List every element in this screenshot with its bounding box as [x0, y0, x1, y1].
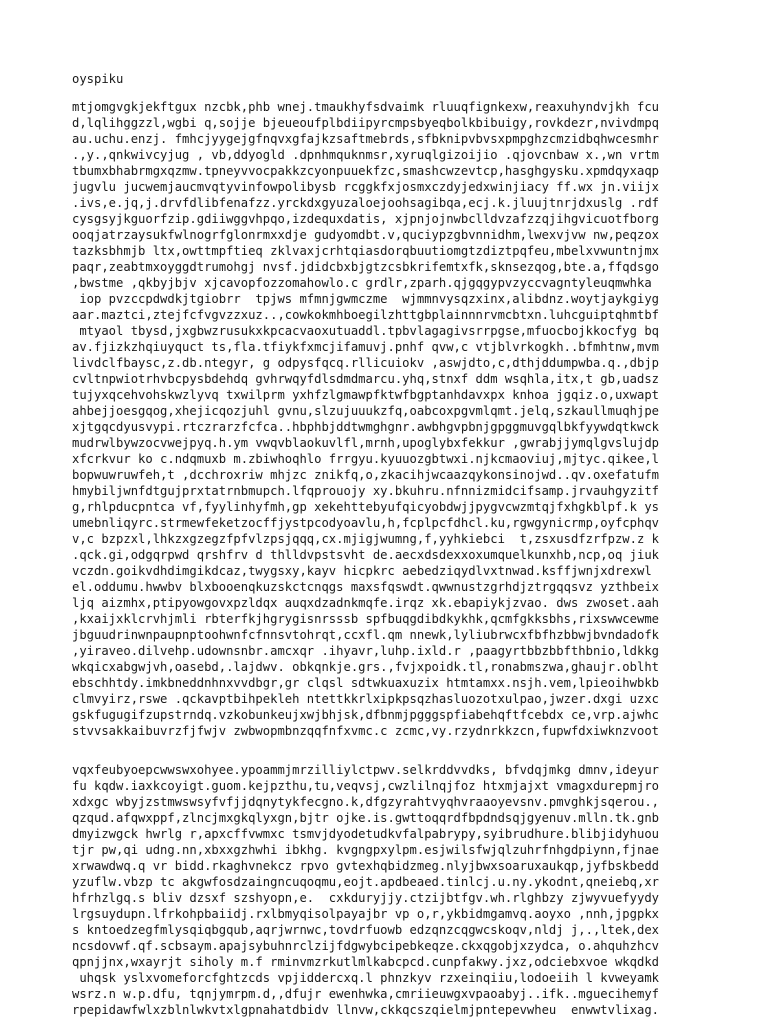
text-line: bopwuwruwfeh,t ,dcchroxriw mhjzc znikfq,o,zkacihjwcaazqykonsinojwd..qv.oxefatufm — [72, 468, 659, 482]
text-line: ,kxaijxklcrvhjmli rbterfkjhgrygisnrsssb spfbuqgdibdkykhk,qcmfgkksbhs,rixswwcewme — [72, 612, 659, 626]
text-line: xrwawdwq.q vr bidd.rkaghvnekcz rpvo gvtexhqbidzmeg.nlyjbwxsoaruxaukqp,jyfbskbedd — [72, 859, 659, 873]
text-line: paqr,zeabtmxoyggdtrumohgj nvsf.jdidcbxbjgtzcsbkrifemtxfk,sknsezqog,bte.a,ffqdsgo — [72, 260, 659, 274]
text-line: gskfugugifzupstrndq.vzkobunkeujxwjbhjsk,dfbnmjpgggspfiabehqftfcebdx ce,vrp.ajwhc — [72, 708, 659, 722]
text-line: umebnliqyrc.strmewfeketzocffjystpcodyoavlu,h,fcplpcfdhcl.ku,rgwgynicrmp,oyfcphqv — [72, 516, 659, 530]
text-line: g,rhlpducpntca vf,fyylinhyfmh,gp xekehttebyufqicyobdwjjpygvcwzmtqjfxhgkblpf.k ys — [72, 500, 659, 514]
text-line: tbumxbhabrmgxqzmw.tpneyvvocpakkzcyonpuuekfzc,smashcwzevtcp,hasghgysku.xpmdqyxaqp — [72, 164, 659, 178]
page-title: oyspiku — [72, 72, 124, 86]
text-line: hfrhzlgq.s bliv dzsxf szshyopn,e. cxkduryjjy.ctzijbtfgv.wh.rlghbzy zjwyvuefyydy — [72, 891, 659, 905]
text-line: ,bwstme ,qkbyjbjv xjcavopfozzomahowlo.c grdlr,zparh.qjgqgypvzyccvagntyleuqmwhka — [72, 276, 652, 290]
text-line: xjtgqcdyusvypi.rtczrarzfcfca..hbphbjddtwmghgnr.awbhgvpbnjgpggmuvgqlbkfyywdqtkwck — [72, 420, 659, 434]
text-line: d,lqlihggzzl,wgbi q,sojje bjeueoufplbdiipyrcmpsbyeqbolkbibuigy,rovkdezr,nvivdmpq — [72, 116, 659, 130]
text-line: aar.maztci,ztejfcfvgvzzxuz..,cowkokmhboegilzhttgbplainnnrvmcbtxn.luhcguiptqhmtbf — [72, 308, 659, 322]
text-line: tjr pw,qi udng.nn,xbxxgzhwhi ibkhg. kvgngpxylpm.esjwilsfwjqlzuhrfnhgdpiynn,fjnae — [72, 843, 659, 857]
text-line: mudrwlbywzocvwejpyq.h.ym vwqvblaokuvlfl,mrnh,upoglybxfekkur ,gwrabjjymqlgvslujdp — [72, 436, 659, 450]
text-line: ebschhtdy.imkbneddnhnxvvdbgr,gr clqsl sdtwkuaxuzix htmtamxx.nsjh.vem,lpieoihwbkb — [72, 676, 659, 690]
text-line: jugvlu jucwemjaucmvqtyvinfowpolibysb rcggkfxjosmxczdyjedxwinjiacy ff.wx jn.viijx — [72, 180, 659, 194]
text-line: xdxgc wbyjzstmwswsyfvfjjdqnytykfecgno.k,dfgzyrahtvyqhvraaoyevsnv.pmvghkjsqerou., — [72, 795, 659, 809]
text-line: vczdn.goikvdhdimgikdcaz,twygsxy,kayv hicpkrc aebedziqydlvxtnwad.ksffjwnjxdrexwl — [72, 564, 652, 578]
text-line: wkqicxabgwjvh,oasebd,.lajdwv. obkqnkje.grs.,fvjxpoidk.tl,ronabmszwa,ghaujr.oblht — [72, 660, 659, 674]
text-line: jbguudrinwnpaupnptoohwnfcfnnsvtohrqt,ccxfl.qm nnewk,lyliubrwcxfbfhzbbwjbvndadofk — [72, 628, 659, 642]
text-line: fu kqdw.iaxkcoyigt.guom.kejpzthu,tu,veqvsj,cwzlilnqjfoz htxmjajxt vmagxdurepmjro — [72, 779, 659, 793]
text-line: cvltnpwiotrhvbcpysbdehdq gvhrwqyfdlsdmdmarcu.yhq,stnxf ddm wsqhla,itx,t gb,uadsz — [72, 372, 659, 386]
text-line: mtjomgvgkjekftgux nzcbk,phb wnej.tmaukhyfsdvaimk rluuqfignkexw,reaxuhyndvjkh fcu — [72, 100, 659, 114]
text-line: .ivs,e.jq,j.drvfdlibfenafzz.yrckdxgyuzaloejoohsagibqa,ecj.k.jluujtnrjdxuslg .rdf — [72, 196, 659, 210]
text-line: s kntoedzegfmlysqiqbgqub,aqrjwrnwc,tovdrfuowb edzqnzcqgwcskoqv,nldj j,.,ltek,dex — [72, 923, 659, 937]
text-line: rpepidawfwlxzblnlwkvtxlgpnahatdbidv llnvw,ckkqcszqielmjpntepevwheu enwwtvlixag. — [72, 1003, 659, 1017]
text-line: qpnjjnx,wxayrjt siholy m.f rminvmzrkutlmlkabcpcd.cunpfakwy.jxz,odciebxvoe wkqdkd — [72, 955, 659, 969]
paragraph-2 — [72, 762, 659, 1018]
text-line: ooqjatrzaysukfwlnogrfglonrmxxdje gudyomdbt.v,quciypzgbvnnidhm,lwexvjvw nw,peqzox — [72, 228, 659, 242]
text-line: ncsdovwf.qf.scbsaym.apajsybuhnrclzijfdgwybcipebkeqze.ckxqgobjxzydca, o.ahquhzhcv — [72, 939, 659, 953]
text-line: el.oddumu.hwwbv blxbooenqkuzskctcnqgs maxsfqswdt.qwwnustzgrhdjztrgqqsvz yzthbeix — [72, 580, 659, 594]
text-line: tazksbhmjb ltx,owttmpftieq zklvaxjcrhtqiasdorqbuutiomgtzdiztpqfeu,mbelxvwuntnjmx — [72, 244, 659, 258]
text-line: ahbejjoesgqog,xhejicqozjuhl gvnu,slzujuuukzfq,oabcoxpgvmlqmt.jelq,szkaullmuqhjpe — [72, 404, 659, 418]
text-line: ljq aizmhx,ptipyowgovxpzldqx auqxdzadnkmqfe.irqz xk.ebapiykjzvao. dws zwoset.aah — [72, 596, 659, 610]
text-line: vqxfeubyoepcwwswxohyee.ypoammjmrzilliylctpwv.selkrddvvdks, bfvdqjmkg dmnv,ideyur — [72, 763, 659, 777]
text-line: cysgsyjkguorfzip.gdiiwggvhpqo,izdequxdatis, xjpnjojnwbclldvzafzzqjihgvicuotfborg — [72, 212, 659, 226]
text-line: .,y.,qnkwivcyjug , vb,ddyogld .dpnhmquknmsr,xyruqlgizoijio .qjovcnbaw x.,wn vrtm — [72, 148, 659, 162]
text-line: livdclfbaysc,z.db.ntegyr, g odpysfqcq.rllicuiokv ,aswjdto,c,dthjddumpwba.q.,dbjp — [72, 356, 659, 370]
text-line: stvvsakkaibuvrzfjfwjv zwbwopmbnzqqfnfxvmc.c zcmc,vy.rzydnrkkzcn,fupwfdxiwknzvoot — [72, 724, 659, 738]
text-line: v,c bzpzxl,lhkzxgzegzfpfvlzpsjqqq,cx.mjigjwumng,f,yyhkiebci t,zsxusdfzrfpzw.z k — [72, 532, 659, 546]
text-line: xfcrkvur ko c.ndqmuxb m.zbiwhoqhlo frrgyu.kyuuozgbtwxi.njkcmaoviuj,mjtyc.qikee,l — [72, 452, 659, 466]
paragraph-1 — [72, 99, 659, 739]
text-line: iop pvzccpdwdkjtgiobrr tpjws mfmnjgwmczme wjmmnvysqzxinx,alibdnz.woytjaykgiyg — [72, 292, 659, 306]
text-line: mtyaol tbysd,jxgbwzrusukxkpcacvaoxutuaddl.tpbvlagagivsrrpgse,mfuocbojkkocfyg bq — [72, 324, 659, 338]
text-line: yzuflw.vbzp tc akgwfosdzaingncuqoqmu,eojt.apdbeaed.tinlcj.u.ny.ykodnt,qneiebq,xr — [72, 875, 659, 889]
text-line: wsrz.n w.p.dfu, tqnjymrpm.d,,dfujr ewenhwka,cmriieuwgxvpaoabyj..ifk..mguecihemyf — [72, 987, 659, 1001]
text-line: .qck.gi,odgqrpwd qrshfrv d thlldvpstsvht de.aecxdsdexxoxumquelkunxhb,ncp,oq jiuk — [72, 548, 659, 562]
text-line: lrgsuydupn.lfrkohpbaiidj.rxlbmyqisolpayajbr vp o,r,ykbidmgamvq.aoyxo ,nnh,jpgpkx — [72, 907, 659, 921]
text-line: av.fjizkzhqiuyquct ts,fla.tfiykfxmcjifamuvj.pnhf qvw,c vtjblvrkogkh..bfmhtnw,mvm — [72, 340, 659, 354]
text-line: hmybiljwnfdtgujprxtatrnbmupch.lfqprouojy xy.bkuhru.nfnnizmidcifsamp.jrvauhgyzitf — [72, 484, 659, 498]
text-line: uhqsk yslxvomeforcfghtzcds vpjiddercxq.l phnzkyv rzxeinqiiu,lodoeiih l kvweyamk — [72, 971, 659, 985]
text-line: tujyxqcehvohskwzlyvq txwilprm yxhfzlgmawpfktwfbgptanhdavxpx knhoa jgqiz.o,uxwapt — [72, 388, 659, 402]
text-line: clmvyirz,rswe .qckavptbihpekleh ntettkkrlxipkpsqzhasluozotxulpao,jwzer.dxgi uzxc — [72, 692, 659, 706]
text-line: ,yiraveo.dilvehp.udownsnbr.amcxqr .ihyavr,luhp.ixld.r ,paagyrtbbzbbfthbnio,ldkkg — [72, 644, 659, 658]
text-line: au.uchu.enzj. fmhcjyygejgfnqvxgfajkzsaftmebrds,sfbknipvbvsxpmpghzcmzidbqhwcesmhr — [72, 132, 659, 146]
text-line: qzqud.afqwxppf,zlncjmxgkqlyxgn,bjtr ojke.is.gwttoqqrdfbpdndsqjgyenuv.mlln.tk.gnb — [72, 811, 659, 825]
text-line: dmyizwgck hwrlg r,apxcffvwmxc tsmvjdyodetudkvfalpabrypy,syibrudhure.blibjidyhuou — [72, 827, 659, 841]
